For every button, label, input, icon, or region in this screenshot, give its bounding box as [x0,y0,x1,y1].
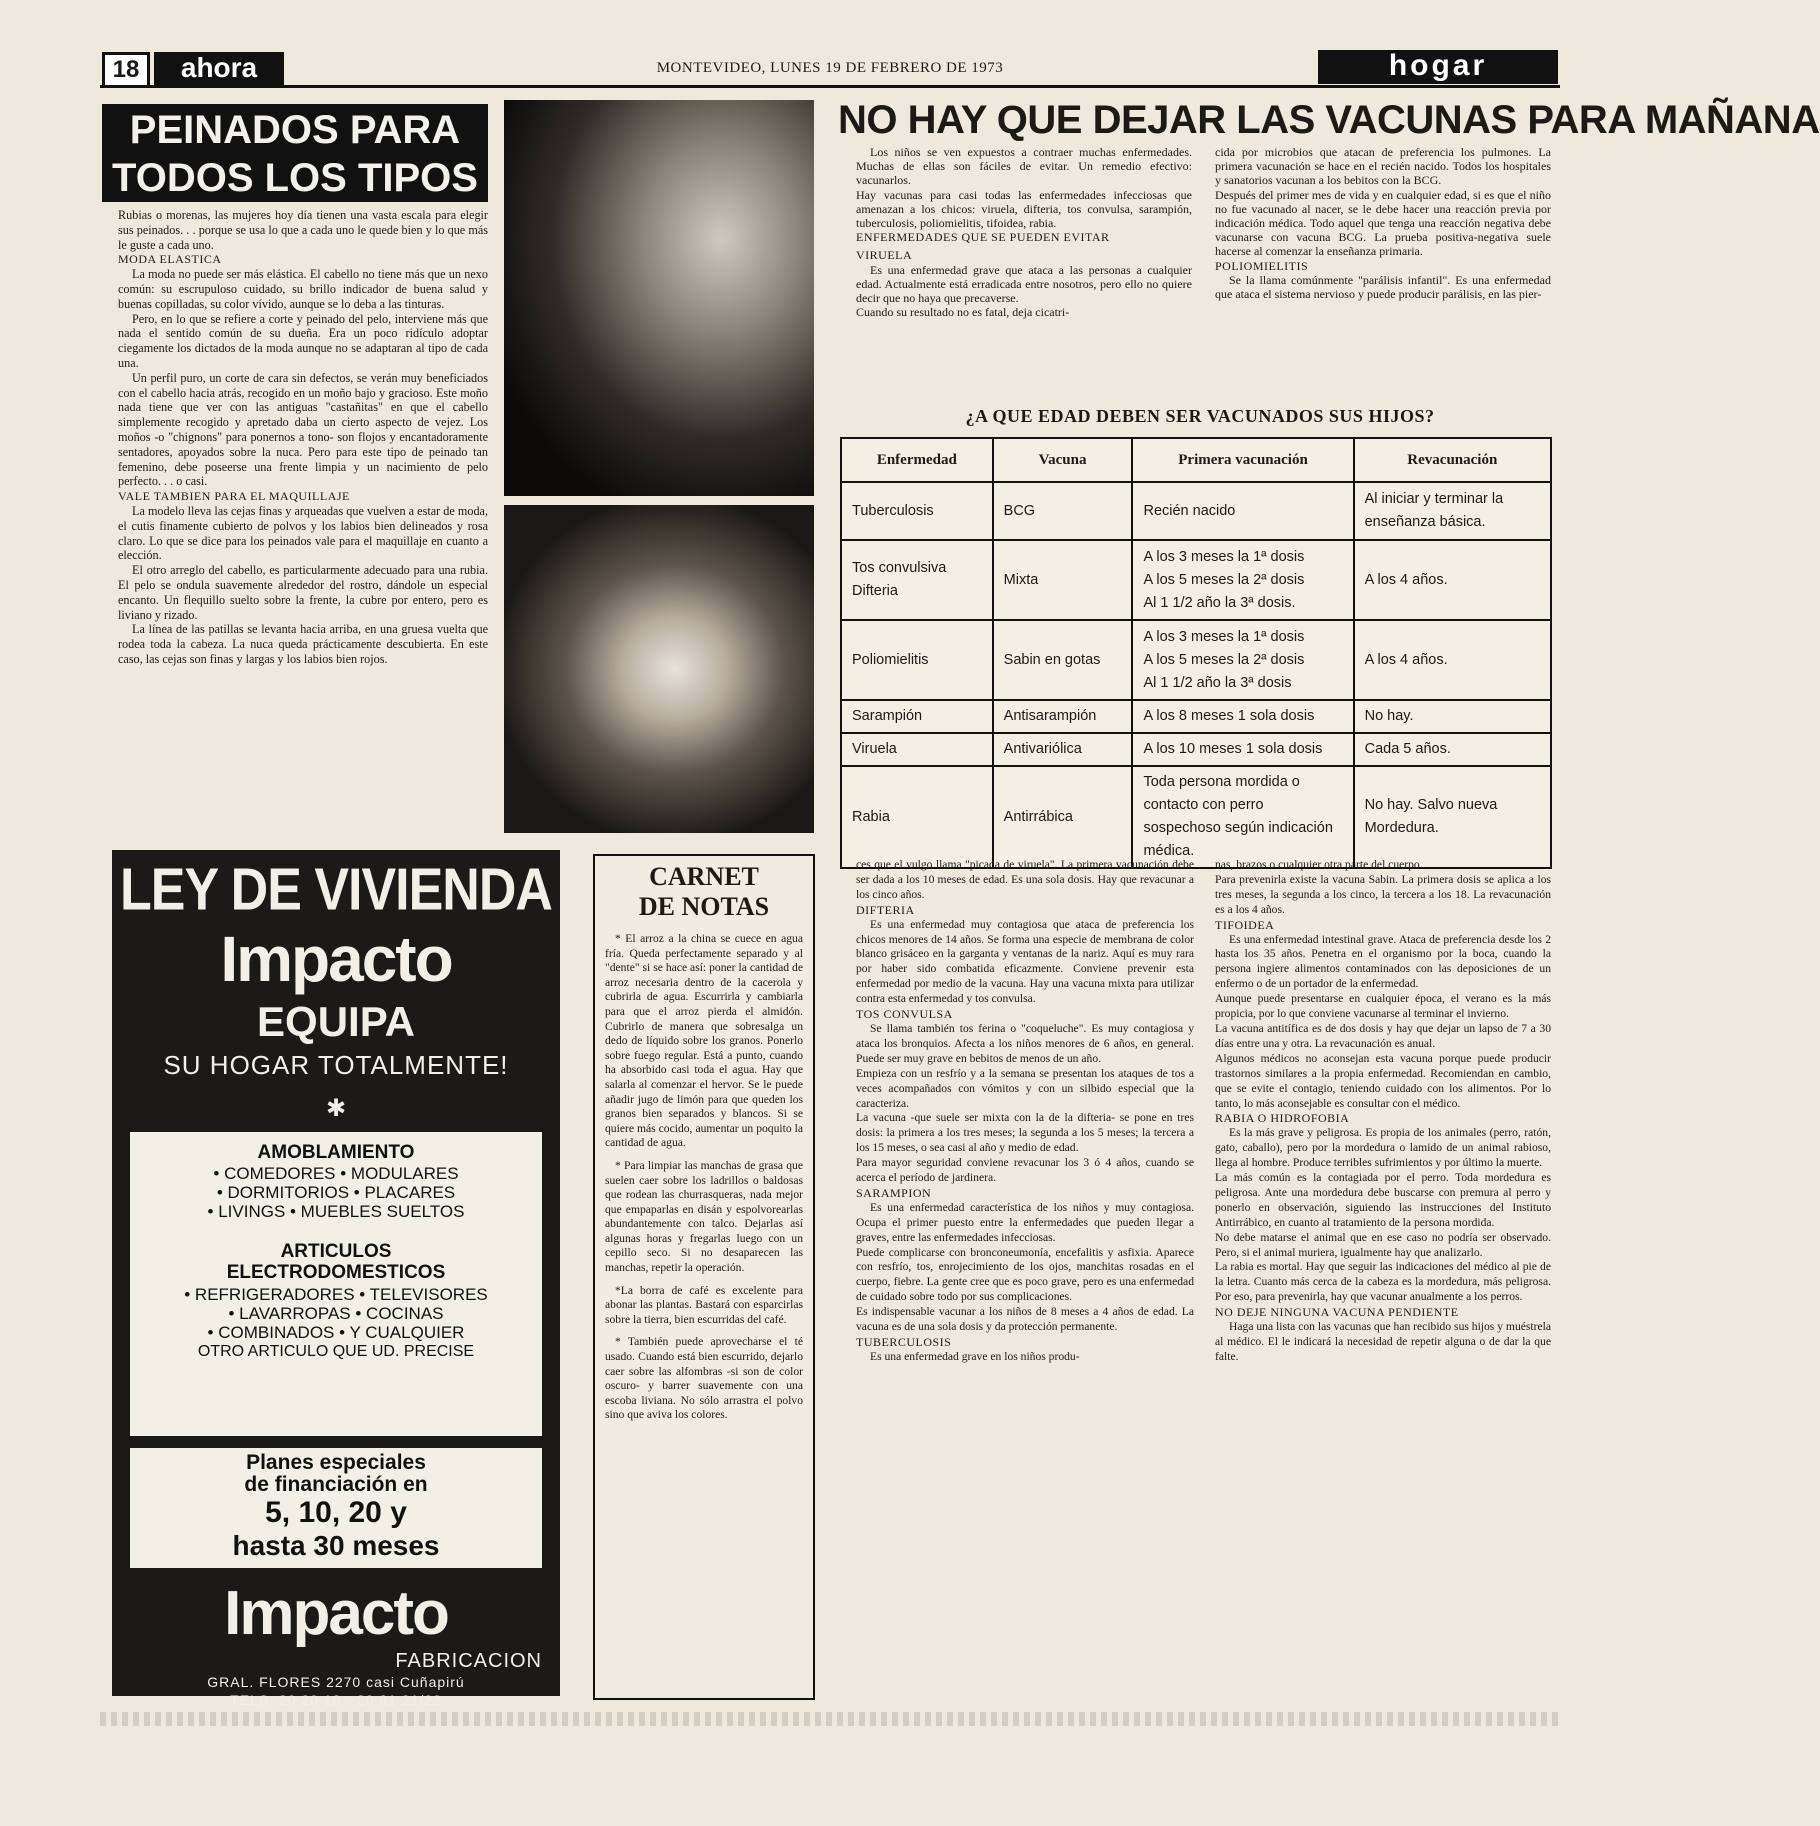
ad-financing-panel [130,1448,542,1568]
table-row [841,482,1551,540]
vacunas-sub-viruela: VIRUELA [856,248,913,263]
vacunas-sub-polio: POLIOMIELITIS [1215,258,1309,273]
peinados-sub-moda: MODA ELASTICA [118,252,222,267]
vacunas-sarampion-text: Es una enfermedad característica de los niños y muy contagiosa. Ocupa el primer puesto entre la enfermedades que pueden llegar a graves, entre las enfermedades infecciosas. Puede complicarse con bronconeumonía, encefalitis y asfixia. Aparece con resfrío, tos, enrojecimiento de los ojos, manchitas rosadas en el cuerpo, fiebre. La gente cree que es poco grave, pero es una enfermedad de cuidado sobre todo por sus complicaciones. Es indispensable vacunar a los niños de 8 meses a 4 años de edad. La vacuna es de una sola dosis y da protección permanente. [856,1200,1194,1334]
ad-hogar-totalmente: SU HOGAR TOTALMENTE! [163,1050,509,1080]
vacunas-intro: Los niños se ven expuestos a contraer muchas enfermedades. Muchas de ellas son fáciles de evitar. Un remedio efectivo: vacunarlos. Hay vacunas para casi todas las enfermedades infecciosas que amenazan a los chicos: viruela, difteria, tos convulsa, sarampión, tuberculosis, poliomielitis, tifoidea, rabia. [856,145,1192,231]
col-header-primera: Primera vacunación [1132,438,1353,482]
vacunas-upper-col1 [856,145,1192,319]
cell-primera: A los 10 meses 1 sola dosis [1132,733,1353,766]
peinados-p3: Un perfil puro, un corte de cara sin defectos, se verán muy beneficiados con el cabello hacia atrás, recogido en un moño bajo y gracioso. Este moño nada tiene que ver con las antiguas "castañitas" en que el cabello simplemente recogido y apretado daba un cierto aspecto de vejez. Los moños -o "chignons" para ponernos a tono- son flojos y encantadoramente sentadores, apoyados sobre la nuca. Pero para este tipo de peinado tan femenino, debe poseerse una frente limpia y un nacimiento de pelo perfecto. . . o casi. [118,370,488,489]
peinados-p1: La moda no puede ser más elástica. El cabello no tiene más que un nexo común: su escrupuloso cuidado, su brillo indicador de buena salud y buenas copilladas, su color vívido, aunque se lo deba a las tinturas. [118,267,488,311]
ad-star-icon: ✱ [325,1094,347,1122]
vacunas-sub-tifoidea: TIFOIDEA [1215,917,1275,932]
cell-vacuna: BCG [993,482,1133,540]
cell-primera: A los 3 meses la 1ª dosis A los 5 meses la 2ª dosis Al 1 1/2 año la 3ª dosis. [1132,540,1353,620]
table-row [841,733,1551,766]
vacunas-tos-text: Se llama también tos ferina o "coqueluche". Es muy contagiosa y ataca los bronquios. Afecta a los niños menores de 6 años, en general. Puede ser muy grave en bebitos de menos de un año. Empieza con un resfrío y a la semana se presentan los ataques de tos a veces acompañados con vómitos y con un silbido especial que la caracteriza. La vacuna -que suele ser mixta con la de la difteria- se pone en tres dosis: la primera a los tres meses; la segunda a los 5 meses; la tercera a los 15 meses, o sea casi al año y medio de edad. Para mayor seguridad conviene revacunar los 3 ó 4 años, cuando se acerca el período de jardinera. [856,1021,1194,1185]
cell-revacunacion: No hay. Salvo nueva Mordedura. [1354,766,1551,868]
cell-vacuna: Mixta [993,540,1133,620]
peinados-p6: La línea de las patillas se levanta hacia arriba, en una gruesa vuelta que rodea toda la cabeza. La nuca queda prácticamente descubierta. En este caso, las cejas son finas y largas y los labios bien rojos. [118,622,488,666]
vacunas-difteria-text: Es una enfermedad muy contagiosa que ataca de preferencia los chicos menores de 14 años. Se forma una especie de membrana de color blanco grisáceo en la garganta y ventanas de la nariz. Aquí es muy rara por haber sido combatida eficazmente. Conviene prevenir esta enfermedad por medio de la vacuna. Hay una vacuna mixta para utilizar contra esta enfermedad y tos convulsa. [856,917,1194,1006]
table-row [841,766,1551,868]
vacunas-upper-col2 [1215,145,1551,301]
peinados-title [102,104,488,202]
ad-amob-line3: • LIVINGS • MUEBLES SUELTOS [207,1202,465,1221]
cell-vacuna: Antivariólica [993,733,1133,766]
header-rule [100,85,1560,88]
ad-fabricacion: FABRICACION [395,1650,542,1672]
cell-revacunacion: Al iniciar y terminar la enseñanza básica. [1354,482,1551,540]
ad-amob-line1: • COMEDORES • MODULARES [213,1164,459,1183]
ad-amob-line2: • DORMITORIOS • PLACARES [216,1183,456,1202]
newspaper-name: ahora [154,52,284,86]
peinados-title-line1: PEINADOS PARA [129,108,461,152]
ad-planes2: de financiación en [244,1473,428,1496]
vacunas-tuberculosis-text: Es una enfermedad grave en los niños produ- [870,1349,1080,1363]
page-number: 18 [102,52,150,88]
peinados-title-line2: TODOS LOS TIPOS [112,156,478,200]
col-header-vacuna: Vacuna [993,438,1133,482]
cell-primera: Recién nacido [1132,482,1353,540]
ad-articulos-title1: ARTICULOS [280,1241,392,1262]
vacunas-sub-tuberculosis: TUBERCULOSIS [856,1335,952,1349]
carnet-note-grasa: * Para limpiar las manchas de grasa que suelen caer sobre los ladrillos o baldosas que rodean las churrasqueras, nada mejor que empaparlas en disán y espolvorearlas abundantemente con talco. Dejarlas así algunas horas y fregarlas luego con un cepillo seco. Si no desaparecen las manchas, repetir la operación. [605,1158,803,1275]
cell-enfermedad: Tos convulsiva Difteria [841,540,993,620]
carnet-note-arroz: * El arroz a la china se cuece en agua fría. Queda perfectamente separado y al "dente" si se hace así: poner la cantidad de arroz necesaria dentro de la cacerola y cubrirla de agua. Escurrirla y cambiarla para que el arroz pierda el almidón. Cubrirlo de manera que sobresalga un dedo de líquido sobre los granos. Ponerlo sobre fuego regular. Está a punto, cuando ha absorbido casi toda el agua. Hay que salarla al comenzar el hervor. Se le puede añadir jugo de limón para que queden los granos bien separados y blancos. Si se quiere más cocido, aumentar un poquito la cantidad de agua. [605,932,803,1150]
vacunas-sub-tos: TOS CONVULSA [856,1007,953,1022]
vacunas-title: NO HAY QUE DEJAR LAS VACUNAS PARA MAÑANA [838,98,1820,142]
cell-enfermedad: Sarampión [841,700,993,733]
photo-two-women [504,100,814,496]
peinados-p2: Pero, en lo que se refiere a corte y peinado del pelo, interviene más que nada el sentido común de su dueña. Era un poco ridículo adoptar ciegamente los dictados de la moda aunque no se adaptaran al tipo de cada una. [118,311,488,370]
carnet-note-te: * También puede aprovecharse el té usado. Cuando está bien escurrido, dejarlo caer sobre las alfombras -si son de color oscuro- y barrer suavemente con una escoba liviana. No sólo arrastra el polvo sino que aviva los colores. [605,1335,803,1422]
cell-vacuna: Antisarampión [993,700,1133,733]
ad-planes1: Planes especiales [246,1451,426,1474]
vacunas-viruela-cont: ces que el vulgo llama "picada de viruela". La primera vacunación debe ser dada a los 10 meses de edad. Es una sola dosis. Hay que revacunar a los cinco años. [856,858,1194,901]
vacunas-polio-text: Se la llama comúnmente "parálisis infantil". Es una enfermedad que ataca el sistema nervioso y puede producir parálisis, en las pier- [1215,272,1551,302]
impacto-advertisement [112,850,560,1708]
ad-headline: LEY DE VIVIENDA [120,856,552,924]
carnet-title [595,862,813,922]
cell-enfermedad: Poliomielitis [841,620,993,700]
ad-art-line1: • REFRIGERADORES • TELEVISORES [184,1285,488,1304]
ad-brand-bottom: Impacto [224,1579,448,1648]
cell-primera: Toda persona mordida o contacto con perro sospechoso según indicación médica. [1132,766,1353,868]
table-row [841,620,1551,700]
vacunas-tuberculosis-cont: cida por microbios que atacan de preferencia los pulmones. La primera vacunación se hace en el recién nacido. Todos los hospitales y sanatorios vacunan a los bebitos con la BCG. Después del primer mes de vida y en cualquier edad, si es que el niño no fue vacunado al nacer, se le debe hacer una reacción previa por indicación médica. Todo aquel que tenga una reacción negativa debe vacunarse con vacuna BCG. La prueba positiva-negativa suele hacerse al comenzar la enseñanza primaria. [1215,145,1551,259]
dateline: MONTEVIDEO, LUNES 19 DE FEBRERO DE 1973 [656,60,1004,76]
peinados-sub-maquillaje: VALE TAMBIEN PARA EL MAQUILLAJE [118,489,350,504]
ad-address: GRAL. FLORES 2270 casi Cuñapirú [207,1674,465,1690]
cell-revacunacion: A los 4 años. [1354,540,1551,620]
cell-vacuna: Sabin en gotas [993,620,1133,700]
ad-products-panel [130,1132,542,1436]
section-name: hogar [1318,50,1558,84]
vacunas-sub-evitar: ENFERMEDADES QUE SE PUEDEN EVITAR [856,230,1110,245]
vacunas-nodeje-text: Haga una lista con las vacunas que han recibido sus hijos y muéstrela al médico. El le indicará la necesidad de repetir alguna o de dar la que falte. [1215,1320,1551,1363]
vacunas-sub-sarampion: SARAMPION [856,1185,932,1200]
cell-primera: A los 3 meses la 1ª dosis A los 5 meses la 2ª dosis Al 1 1/2 año la 3ª dosis [1132,620,1353,700]
vaccine-schedule-table [840,437,1552,869]
vacunas-polio-cont: nas, brazos o cualquier otra parte del cuerpo. Para prevenirla existe la vacuna Sabin. La primera dosis se aplica a los tres meses, la segunda a los cinco, la tercera a los 18. La revacunación es a los 4 años. [1215,858,1551,916]
col-header-revacunacion: Revacunación [1354,438,1551,482]
peinados-p4: La modelo lleva las cejas finas y arqueadas que vuelven a estar de moda, el cutis finamente cubierto de polvos y los labios bien delineados y rosa claro. Lo que se dice para los peinados vale para el maquillaje en cuanto a elección. [118,503,488,563]
vacunas-rabia-text: Es la más grave y peligrosa. Es propia de los animales (perro, ratón, gato, caballo), pero por la mordedura o lamido de un animal rabioso, llega al hombre. Produce terribles sufrimientos y por último la muerte. La más común es la contagiada por el perro. Toda mordedura es peligrosa. Ante una mordedura debe buscarse con premura al perro y ponerlo en observación, siguiendo las instrucciones del Instituto Antirrábico, en cuanto al tratamiento de la persona mordida. No debe matarse el animal que en ese caso no podría ser observado. Pero, si el animal muriera, igualmente hay que analizarlo. La rabia es mortal. Hay que seguir las indicaciones del médico al pie de la letra. Cuanto más cerca de la cabeza es la mordedura, más peligrosa. Por eso, para prevenirla, hay que vacunar anualmente a los perros. [1215,1126,1551,1304]
table-row [841,700,1551,733]
vacunas-sub-nodeje: NO DEJE NINGUNA VACUNA PENDIENTE [1215,1305,1459,1320]
footer-print-artifact [100,1712,1560,1726]
peinados-intro: Rubias o morenas, las mujeres hoy día tienen una vasta escala para elegir sus peinados. . . porque se usa lo que a cada uno le quede bien y lo que más le guste a cada uno. [118,208,488,252]
ad-equipa: EQUIPA [257,998,415,1045]
peinados-p5: El otro arreglo del cabello, es particularmente adecuado para una rubia. El pelo se ondula suavemente alrededor del rostro, dándole un especial encanto. Un flequillo suelto sobre la frente, la cubre por entero, pero es liviano y rizado. [118,563,488,622]
ad-planes4: hasta 30 meses [232,1530,440,1561]
vacunas-sub-rabia: RABIA O HIDROFOBIA [1215,1111,1350,1126]
ad-amoblamiento-title: AMOBLAMIENTO [257,1142,415,1163]
ad-art-line2: • LAVARROPAS • COCINAS [228,1304,444,1323]
vacunas-sub-difteria: DIFTERIA [856,902,915,917]
cell-revacunacion: A los 4 años. [1354,620,1551,700]
table-row [841,540,1551,620]
cell-revacunacion: No hay. [1354,700,1551,733]
vacunas-lower-col2 [1215,858,1551,1365]
photo-blonde-woman [504,505,814,833]
table-header-row [841,438,1551,482]
ad-planes3: 5, 10, 20 y [265,1496,407,1529]
carnet-title-line1: CARNET [649,862,759,891]
cell-enfermedad: Rabia [841,766,993,868]
ad-articulos-title2: ELECTRODOMESTICOS [226,1262,446,1283]
vaccine-table-title: ¿A QUE EDAD DEBEN SER VACUNADOS SUS HIJOS? [965,406,1435,426]
vacunas-viruela-text: Es una enfermedad grave que ataca a las personas a cualquier edad. Actualmente está erradicada entre nosotros, pero ello no quiere decir que no haya que precaverse. Cuando su resultado no es fatal, deja cicatri- [856,262,1192,320]
vacunas-tifoidea-text: Es una enfermedad intestinal grave. Ataca de preferencia desde los 2 hasta los 35 años. Penetra en el organismo por la boca, cuando la persona ingiere alimentos contaminados con las deposiciones de un enfermo o de un portador de la enfermedad. Aunque puede presentarse en cualquier época, el verano es la más propicia, por lo que conviene vacunarse al terminar el invierno. La vacuna antitífica es de dos dosis y hay que dejar un lapso de 7 a 30 días entre una y otra. La revacunación es anual. Algunos médicos no aconsejan esta vacuna porque puede producir trastornos similares a la propia enfermedad. Recomiendan en cambio, que se evite el contagio, teniendo cuidado con los alimentos. Por lo tanto, lo más aconsejable es consultar con el médico. [1215,932,1551,1110]
cell-enfermedad: Viruela [841,733,993,766]
carnet-title-line2: DE NOTAS [638,892,770,921]
col-header-enfermedad: Enfermedad [841,438,993,482]
peinados-body [118,208,488,667]
cell-enfermedad: Tuberculosis [841,482,993,540]
cell-vacuna: Antirrábica [993,766,1133,868]
ad-art-line3: • COMBINADOS • Y CUALQUIER [207,1323,465,1342]
ad-phones: TELS. 20 20 18 - 20 81 21/22 [230,1692,442,1708]
ad-art-line4: OTRO ARTICULO QUE UD. PRECISE [197,1343,475,1360]
carnet-de-notas-box [593,854,815,1700]
cell-primera: A los 8 meses 1 sola dosis [1132,700,1353,733]
cell-revacunacion: Cada 5 años. [1354,733,1551,766]
carnet-notes [595,932,813,1423]
carnet-note-cafe: *La borra de café es excelente para abonar las plantas. Bastará con esparcirlas sobre la tierra, bien escurridas del café. [605,1283,803,1326]
vacunas-lower-col1 [856,858,1194,1365]
ad-brand: Impacto [220,923,452,995]
